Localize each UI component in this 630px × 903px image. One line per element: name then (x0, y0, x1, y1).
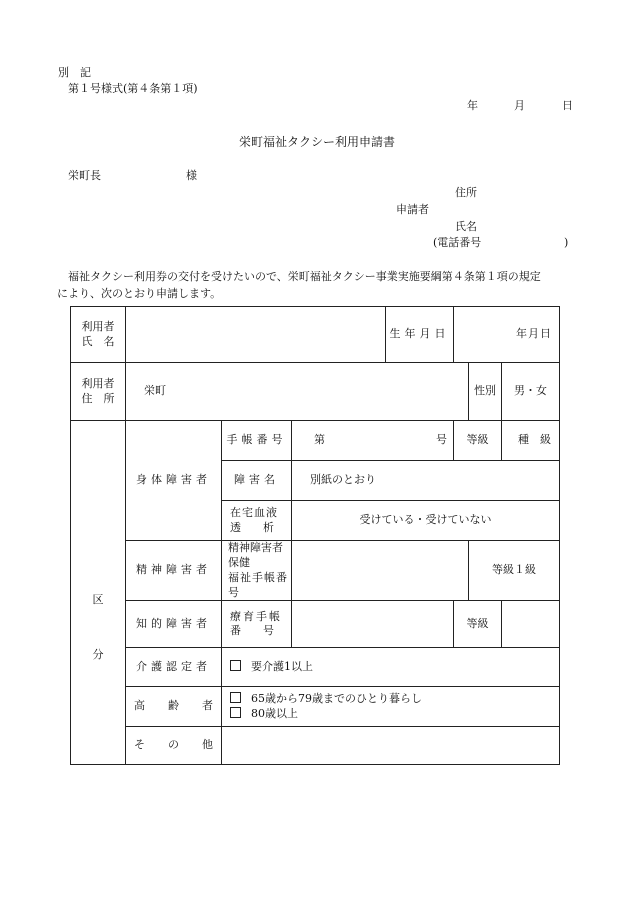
physical-notebook-dai: 第 (314, 433, 325, 447)
mental-notebook-label-1: 精神障害者保健 (228, 541, 283, 569)
care-option-text: 要介護1以上 (251, 659, 313, 673)
addressee-sama: 様 (186, 169, 197, 182)
elderly-label-cell (126, 687, 222, 727)
elderly-options-cell (222, 687, 560, 727)
application-form-table (70, 306, 560, 765)
physical-grade-label: 等級 (454, 421, 502, 461)
physical-notebook-label: 手帳番号 (222, 421, 292, 461)
birth-date-input-cell[interactable] (454, 307, 560, 363)
dialysis-value[interactable]: 受けている・受けていない (292, 501, 560, 541)
form-number: 第１号様式(第４条第１項) (68, 82, 198, 95)
user-name-label-cell (71, 307, 126, 363)
elderly-option-1-row[interactable] (230, 692, 559, 707)
care-checkbox[interactable] (230, 660, 241, 671)
user-address-input-cell[interactable] (126, 363, 469, 421)
user-address-label-2: 住 所 (81, 391, 115, 405)
mental-notebook-label-2: 福祉手帳番号 (228, 570, 288, 599)
date-day-label: 日 (562, 99, 573, 112)
intellectual-disability-label: 知的障害者 (126, 601, 222, 648)
elderly-option-1-checkbox[interactable] (230, 692, 241, 703)
address-prefix: 栄町 (144, 384, 166, 398)
physical-disability-label: 身体障害者 (126, 421, 222, 541)
intellectual-notebook-input[interactable] (292, 601, 454, 648)
physical-grade-shu: 種 (518, 433, 529, 447)
physical-grade-kyu: 級 (540, 433, 551, 447)
intellectual-notebook-label-1: 療育手帳 (230, 609, 282, 623)
date-month-label: 月 (514, 99, 525, 112)
applicant-name-label: 氏名 (455, 220, 477, 233)
document-title: 栄町福祉タクシー利用申請書 (239, 135, 396, 149)
intellectual-grade-input[interactable] (502, 601, 560, 648)
elderly-option-1-text: 65歳から79歳までのひとり暮らし (251, 692, 422, 706)
user-name-label-1: 利用者 (81, 319, 115, 333)
applicant-label: 申請者 (396, 203, 429, 216)
care-option-cell[interactable] (222, 648, 560, 687)
dialysis-label-2: 透 析 (230, 520, 274, 534)
birth-day-label: 日 (540, 327, 551, 341)
user-address-label-1: 利用者 (81, 376, 115, 390)
sex-label: 性別 (469, 363, 502, 421)
birth-date-label: 生年月日 (386, 307, 454, 363)
sex-options[interactable]: 男・女 (502, 363, 560, 421)
elderly-label-1: 高 (134, 699, 145, 713)
other-label-2: の (168, 738, 179, 752)
applicant-address-label: 住所 (455, 186, 477, 199)
applicant-phone-close: ) (564, 236, 569, 249)
dialysis-label-cell (222, 501, 292, 541)
category-label-bun: 分 (92, 647, 104, 661)
applicant-phone-label: (電話番号 (433, 236, 482, 249)
addressee-mayor: 栄町長 (68, 169, 101, 182)
date-year-label: 年 (467, 99, 478, 112)
disability-name-label: 障害名 (222, 461, 292, 501)
body-text-line-1: 福祉タクシー利用券の交付を受けたいので、栄町福祉タクシー事業実施要綱第４条第１項の規定 (68, 270, 541, 283)
mental-disability-label: 精神障害者 (126, 541, 222, 601)
other-label-3: 他 (202, 738, 213, 752)
physical-notebook-input[interactable] (292, 421, 454, 461)
elderly-label-3: 者 (202, 699, 213, 713)
other-input-cell[interactable] (222, 727, 560, 765)
birth-year-label: 年 (516, 327, 527, 341)
intellectual-notebook-label-2: 番 号 (230, 624, 274, 638)
user-name-input-cell[interactable] (126, 307, 386, 363)
mental-grade-value[interactable]: 等級１級 (469, 541, 560, 601)
elderly-option-2-row[interactable] (230, 707, 559, 722)
category-label-ku: 区 (92, 592, 104, 606)
care-certified-label: 介護認定者 (126, 648, 222, 687)
mental-notebook-input[interactable] (292, 541, 469, 601)
user-name-label-2: 氏 名 (81, 334, 115, 348)
intellectual-notebook-label-cell (222, 601, 292, 648)
other-label-cell (126, 727, 222, 765)
category-label-cell (71, 421, 126, 765)
user-address-label-cell (71, 363, 126, 421)
elderly-option-2-checkbox[interactable] (230, 707, 241, 718)
dialysis-label-1: 在宅血液 (230, 505, 278, 519)
elderly-option-2-text: 80歳以上 (251, 706, 298, 720)
other-label-1: そ (134, 738, 145, 752)
intellectual-grade-label: 等級 (454, 601, 502, 648)
elderly-label-2: 齢 (168, 699, 179, 713)
body-text-line-2: により、次のとおり申請します。 (57, 287, 222, 300)
betsuki-label: 別 記 (58, 66, 91, 79)
birth-month-label: 月 (528, 327, 539, 341)
physical-notebook-go: 号 (436, 433, 447, 447)
disability-name-value[interactable]: 別紙のとおり (292, 461, 560, 501)
physical-grade-input[interactable] (502, 421, 560, 461)
mental-notebook-label-cell (222, 541, 292, 601)
